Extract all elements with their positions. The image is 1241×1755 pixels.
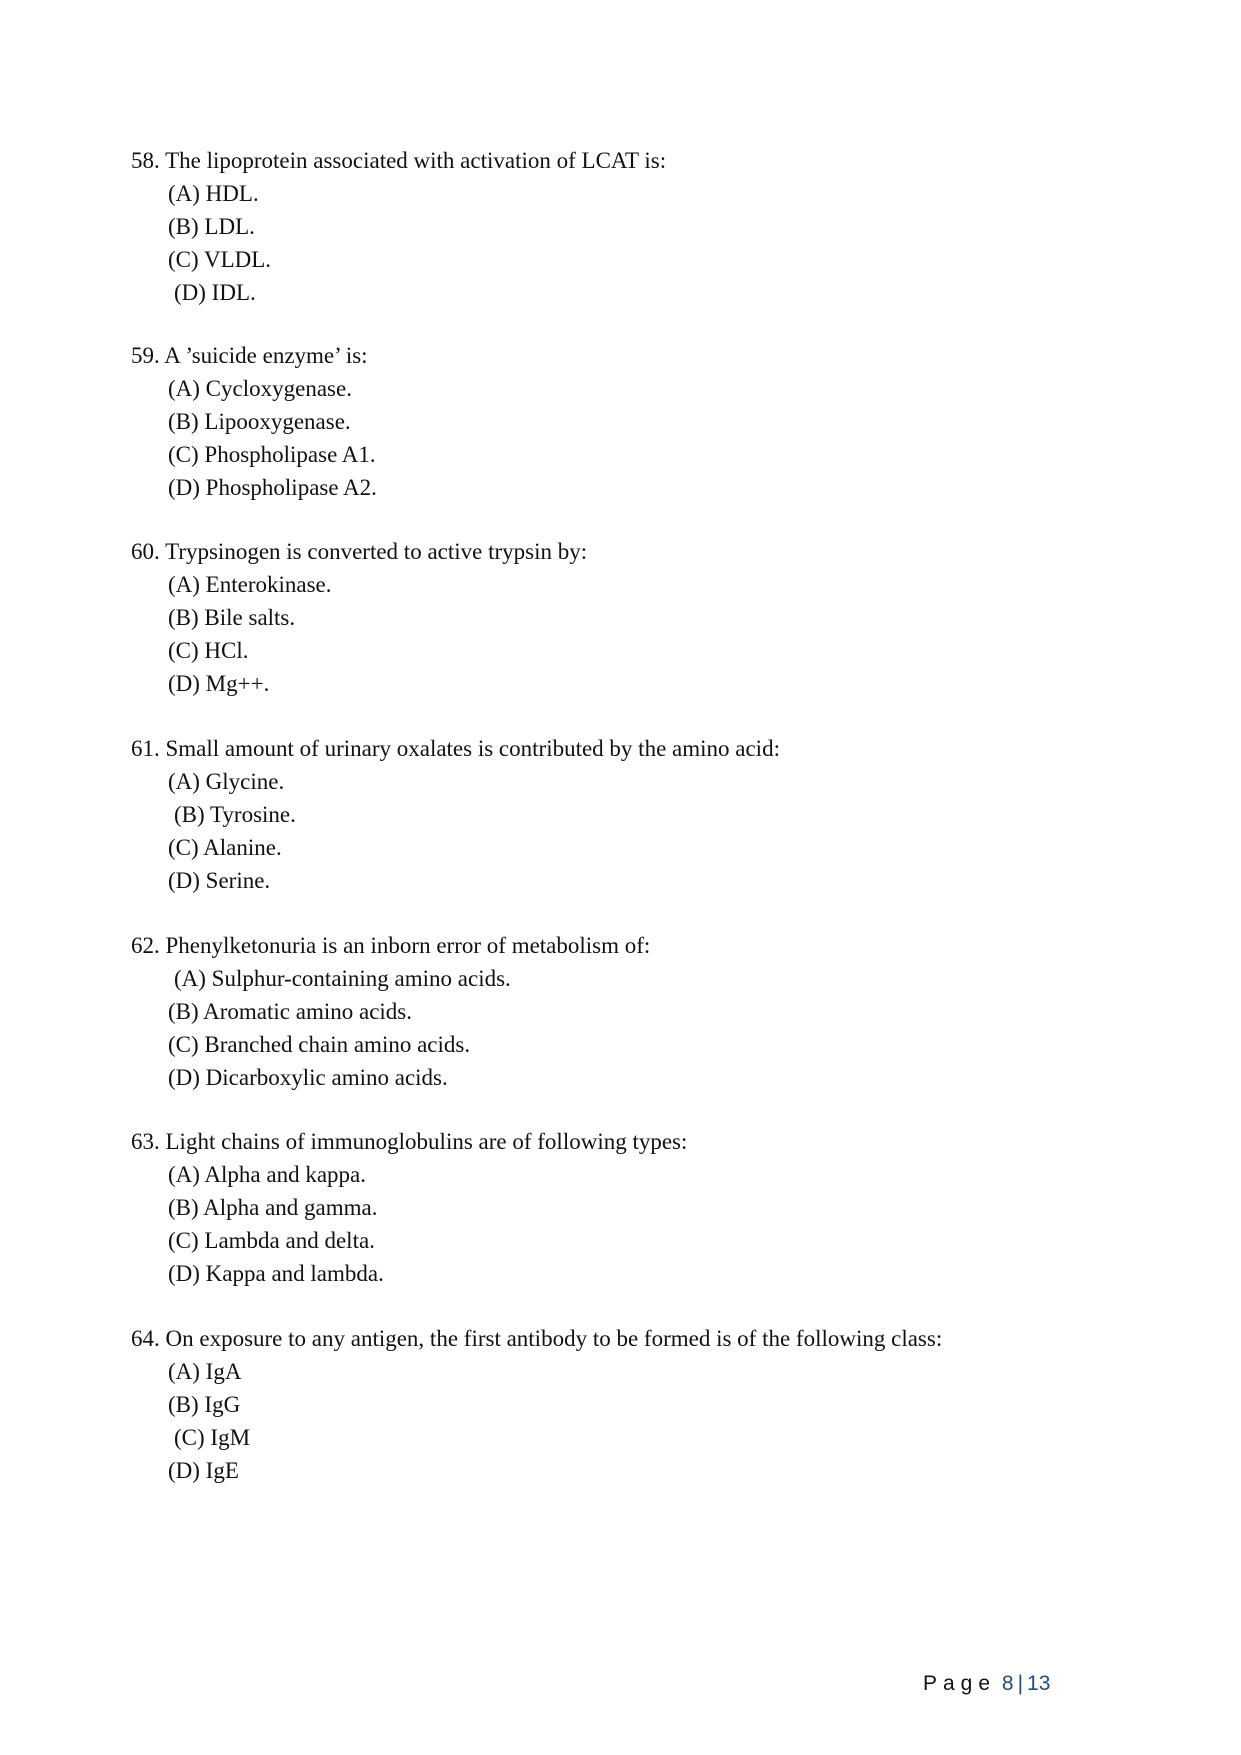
option-list [131,568,1131,700]
question-text: 58. The lipoprotein associated with activation of LCAT is: [131,148,667,173]
option-list [131,177,1131,309]
total-pages-number: 13 [1027,1672,1051,1695]
question-text: 62. Phenylketonuria is an inborn error of metabolism of: [131,933,651,958]
question-59 [131,339,1131,504]
question-61 [131,732,1131,897]
option-b: (B) Aromatic amino acids. [168,999,412,1024]
option-d: (D) IgE [168,1458,239,1483]
option-a: (A) Enterokinase. [168,572,332,597]
question-62 [131,929,1131,1094]
option-list [131,765,1131,897]
option-d: (D) Mg++. [168,671,270,696]
option-c: (C) Phospholipase A1. [168,442,376,467]
option-b: (B) LDL. [168,214,255,239]
question-text: 63. Light chains of immunoglobulins are of following types: [131,1129,688,1154]
option-c: (C) Alanine. [168,835,282,860]
option-a: (A) Sulphur-containing amino acids. [174,966,511,991]
option-list [131,962,1131,1094]
question-text: 59. A ’suicide enzyme’ is: [131,343,368,368]
page-label: Page [923,1672,997,1695]
option-d: (D) Kappa and lambda. [168,1261,384,1286]
question-60 [131,535,1131,700]
option-d: (D) Serine. [168,868,271,893]
option-a: (A) Cycloxygenase. [168,376,352,401]
question-text: 64. On exposure to any antigen, the first antibody to be formed is of the following class: [131,1326,943,1351]
option-b: (B) IgG [168,1392,241,1417]
question-text: 61. Small amount of urinary oxalates is contributed by the amino acid: [131,736,780,761]
option-d: (D) Phospholipase A2. [168,475,377,500]
option-a: (A) Glycine. [168,769,285,794]
question-58 [131,144,1131,309]
option-list [131,1158,1131,1290]
option-a: (A) Alpha and kappa. [168,1162,366,1187]
option-d: (D) Dicarboxylic amino acids. [168,1065,448,1090]
option-list [131,1355,1131,1487]
option-list [131,372,1131,504]
question-63 [131,1125,1131,1290]
option-d: (D) IDL. [174,280,256,305]
option-b: (B) Tyrosine. [174,802,296,827]
question-text: 60. Trypsinogen is converted to active trypsin by: [131,539,588,564]
option-b: (B) Lipooxygenase. [168,409,351,434]
current-page-number: 8 [1001,1672,1014,1695]
option-c: (C) Branched chain amino acids. [168,1032,471,1057]
option-c: (C) HCl. [168,638,249,663]
option-a: (A) IgA [168,1359,242,1384]
page-separator: | [1017,1672,1024,1695]
option-c: (C) Lambda and delta. [168,1228,375,1253]
question-64 [131,1322,1131,1487]
option-a: (A) HDL. [168,181,259,206]
option-b: (B) Alpha and gamma. [168,1195,378,1220]
page-footer [923,1672,1050,1696]
option-b: (B) Bile salts. [168,605,296,630]
option-c: (C) IgM [174,1425,251,1450]
option-c: (C) VLDL. [168,247,272,272]
